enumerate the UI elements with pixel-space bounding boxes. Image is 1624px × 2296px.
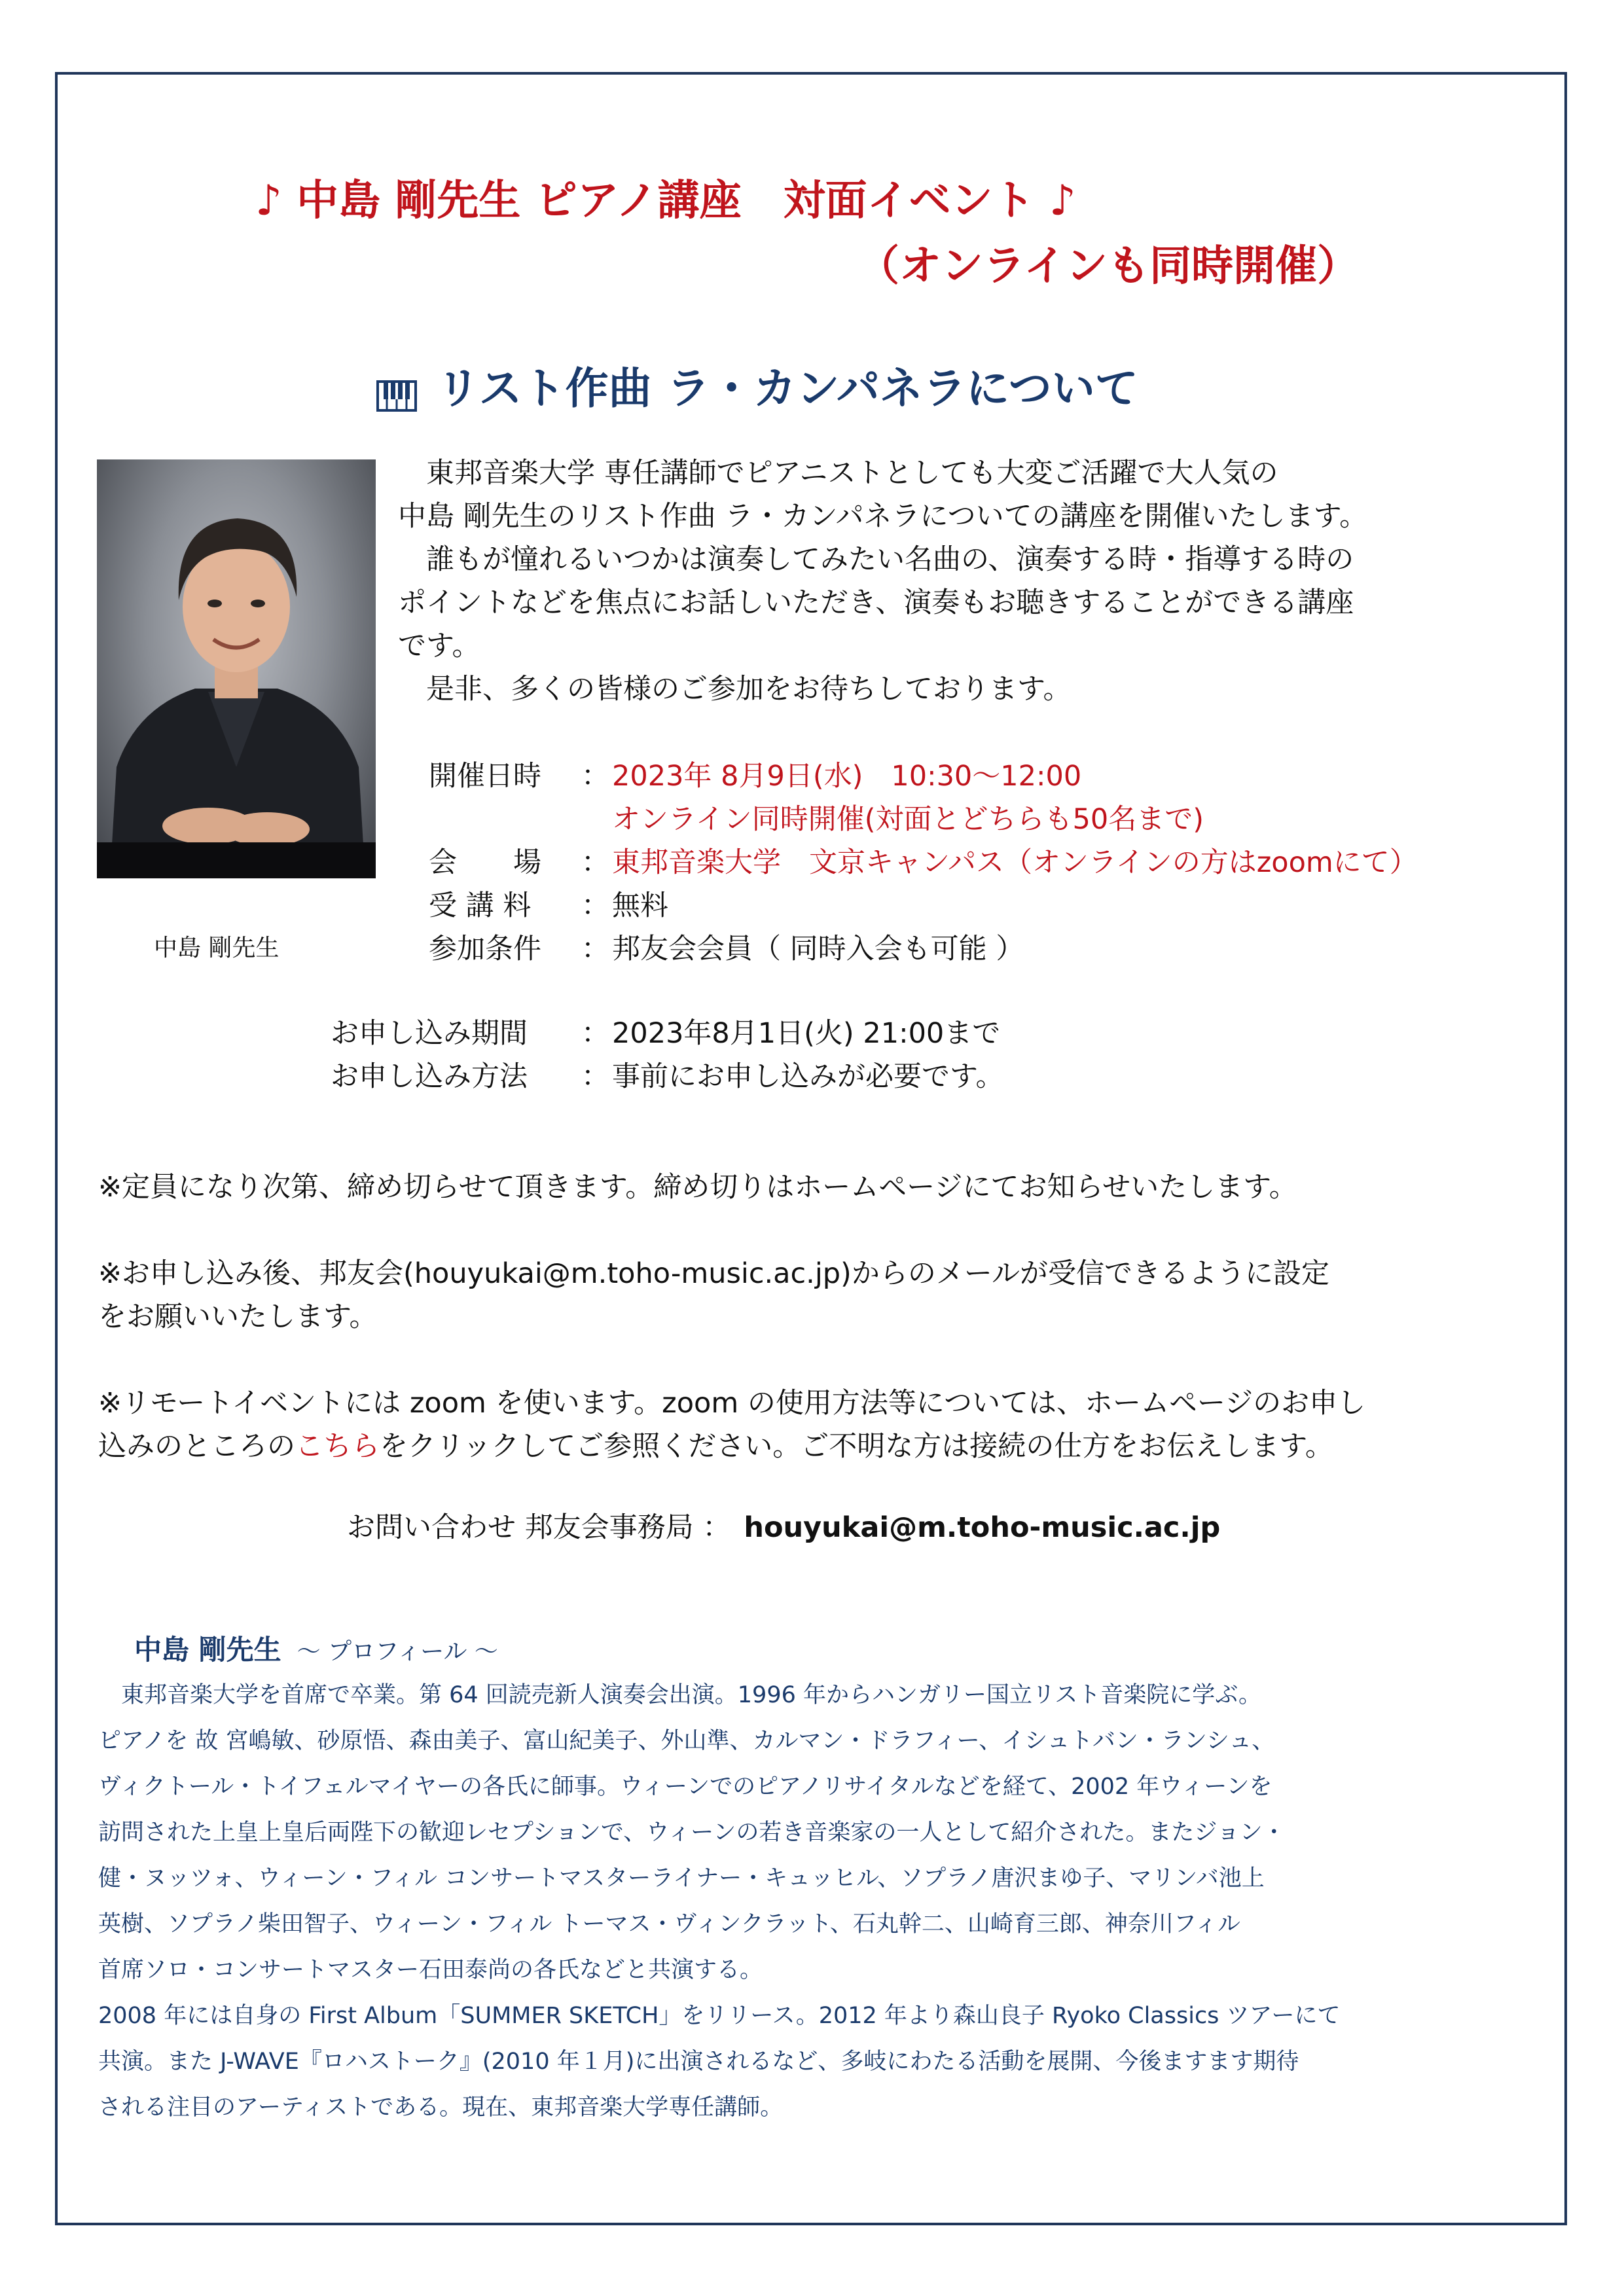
profile-line: 東邦音楽大学を首席で卒業。第 64 回読売新人演奏会出演。1996 年からハンガリー国立リスト音楽院に学ぶ。 xyxy=(98,1682,1261,1708)
event-title-online: （オンラインも同時開催） xyxy=(857,242,1360,291)
colon: ： xyxy=(581,889,609,922)
application-period-value: 2023年8月1日(火) 21:00まで xyxy=(612,1017,1001,1050)
contact-email[interactable]: houyukai@m.toho-music.ac.jp xyxy=(744,1511,1221,1544)
application-method-label: お申し込み方法 xyxy=(331,1060,528,1093)
colon: ： xyxy=(581,760,609,793)
intro-line-4: ポイントなどを焦点にお話しいただき、演奏もお聴きすることができる講座 xyxy=(398,586,1354,619)
profile-line: 首席ソロ・コンサートマスター石田泰尚の各氏などと共演する。 xyxy=(98,1957,763,1983)
fee-label: 受 講 料 xyxy=(429,889,532,922)
note-email-line-1: ※お申し込み後、邦友会(houyukai@m.toho-music.ac.jp)からのメールが受信できるように設定 xyxy=(98,1257,1329,1290)
intro-line-6: 是非、多くの皆様のご参加をお待ちしております。 xyxy=(398,673,1072,706)
condition-value: 邦友会会員（ 同時入会も可能 ） xyxy=(612,933,1024,965)
condition-label: 参加条件 xyxy=(429,933,541,965)
note-zoom-line-1: ※リモートイベントには zoom を使います。zoom の使用方法等については、ホームページのお申し xyxy=(98,1387,1366,1420)
colon: ： xyxy=(581,1017,609,1050)
intro-line-2: 中島 剛先生のリスト作曲 ラ・カンパネラについての講座を開催いたします。 xyxy=(398,500,1368,533)
profile-line: される注目のアーティストである。現在、東邦音楽大学専任講師。 xyxy=(98,2094,784,2121)
intro-line-3: 誰もが憧れるいつかは演奏してみたい名曲の、演奏する時・指導する時の xyxy=(398,543,1354,576)
contact-line xyxy=(347,1505,1220,1545)
note-email-line-2: をお願いいたします。 xyxy=(98,1300,378,1333)
date-value-online: オンライン同時開催(対面とどちらも50名まで) xyxy=(612,803,1204,836)
profile-line: ピアノを 故 宮嶋敏、砂原悟、森由美子、富山紀美子、外山準、カルマン・ドラフィー、イシュトバン・ランシュ、 xyxy=(98,1728,1275,1754)
colon: ： xyxy=(581,846,609,879)
instructor-photo xyxy=(97,459,376,878)
fee-value: 無料 xyxy=(612,889,668,922)
colon: ： xyxy=(581,1060,609,1093)
zoom-guide-link[interactable]: こちら xyxy=(295,1430,380,1463)
profile-heading xyxy=(134,1628,498,1668)
note-zoom-text-a: 込みのところの xyxy=(98,1430,295,1463)
piano-keys-icon xyxy=(376,372,417,403)
profile-line: 訪問された上皇上皇后両陛下の歓迎レセプションで、ウィーンの若き音楽家の一人として紹介された。またジョン・ xyxy=(98,1820,1286,1846)
application-method-value: 事前にお申し込みが必要です。 xyxy=(612,1060,1004,1093)
intro-line-5: です。 xyxy=(398,630,480,662)
date-value: 2023年 8月9日(水) 10:30～12:00 xyxy=(612,760,1082,793)
note-zoom-line-2 xyxy=(98,1424,1333,1464)
profile-line: ヴィクトール・トイフェルマイヤーの各氏に師事。ウィーンでのピアノリサイタルなどを経て、2002 年ウィーンを xyxy=(98,1774,1272,1800)
note-zoom-text-b: をクリックしてご参照ください。ご不明な方は接続の仕方をお伝えします。 xyxy=(380,1430,1333,1463)
application-period-label: お申し込み期間 xyxy=(331,1017,528,1050)
profile-name: 中島 剛先生 xyxy=(134,1634,281,1666)
note-capacity: ※定員になり次第、締め切らせて頂きます。締め切りはホームページにてお知らせいたします。 xyxy=(98,1171,1297,1204)
profile-line: 英樹、ソプラノ柴田智子、ウィーン・フィル トーマス・ヴィンクラット、石丸幹二、山崎育三郎、神奈川フィル xyxy=(98,1911,1241,1937)
profile-line: 共演。また J-WAVE『ロハストーク』(2010 年１月)に出演されるなど、多岐にわたる活動を展開、今後ますます期待 xyxy=(98,2049,1299,2075)
event-title: ♪ 中島 剛先生 ピアノ講座 対面イベント ♪ xyxy=(255,177,1076,225)
contact-label: お問い合わせ 邦友会事務局 ： xyxy=(347,1511,731,1544)
venue-value: 東邦音楽大学 文京キャンパス（オンラインの方はzoomにて） xyxy=(612,846,1418,879)
photo-caption: 中島 剛先生 xyxy=(154,935,280,961)
profile-line: 2008 年には自身の First Album「SUMMER SKETCH」をリリース。2012 年より森山良子 Ryoko Classics ツアーにて xyxy=(98,2003,1341,2029)
venue-label: 会 場 xyxy=(429,846,541,879)
profile-heading-suffix: ～ プロフィール ～ xyxy=(297,1638,498,1665)
date-label: 開催日時 xyxy=(429,760,541,793)
profile-line: 健・ヌッツォ、ウィーン・フィル コンサートマスターライナー・キュッヒル、ソプラノ唐沢まゆ子、マリンバ池上 xyxy=(98,1865,1265,1892)
colon: ： xyxy=(581,933,609,965)
intro-line-1: 東邦音楽大学 専任講師でピアニストとしても大変ご活躍で大人気の xyxy=(398,457,1278,490)
subtitle-text: リスト作曲 ラ・カンパネラについて xyxy=(437,363,1138,414)
lecture-subtitle xyxy=(376,353,1138,416)
